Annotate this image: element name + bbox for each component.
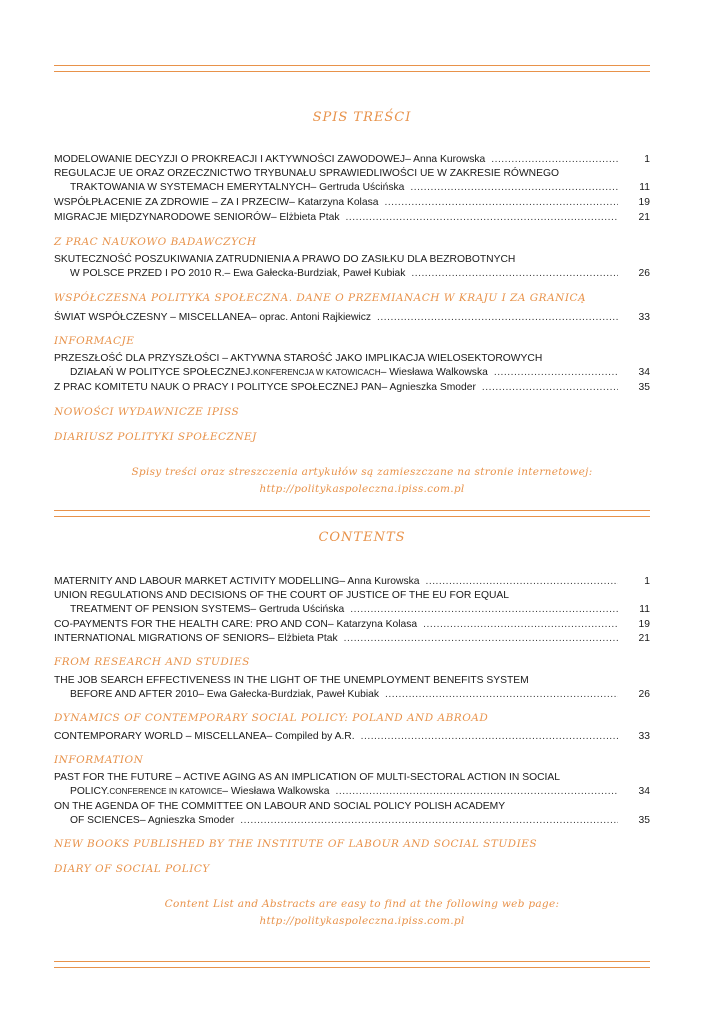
page-number: 33 bbox=[638, 731, 650, 742]
en-note-url: http://politykaspoleczna.ipiss.com.pl bbox=[259, 915, 465, 927]
entry-title: SKUTECZNOŚĆ POSZUKIWANIA ZATRUDNIENIA A PRAWO DO ZASIŁKU DLA BEZROBOTNYCH bbox=[54, 254, 516, 265]
en-note-text: Content List and Abstracts are easy to find at the following web page: bbox=[164, 898, 560, 910]
entry-title: MODELOWANIE DECYZJI O PROKREACJI I AKTYWNOŚCI ZAWODOWEJ bbox=[54, 154, 406, 165]
pl-note-text: Spisy treści oraz streszczenia artykułów są zamieszczane na stronie internetowej: bbox=[131, 466, 593, 478]
entry-author: – Katarzyna Kolasa bbox=[289, 197, 379, 208]
page-number: 34 bbox=[638, 786, 650, 797]
entry-author: – oprac. Antoni Rajkiewicz bbox=[250, 312, 372, 323]
entry-author: – Ewa Gałecka-Burdziak, Paweł Kubiak bbox=[198, 689, 380, 700]
entry-author: – Agnieszka Smoder bbox=[139, 815, 235, 826]
en-web-note bbox=[0, 896, 724, 930]
pl-research-heading: Z PRAC NAUKOWO BADAWCZYCH bbox=[54, 236, 257, 248]
entry-title: CO-PAYMENTS FOR THE HEALTH CARE: PRO AND CON bbox=[54, 619, 328, 630]
page-number: 19 bbox=[638, 619, 650, 630]
page-number: 11 bbox=[639, 604, 650, 615]
entry-title: PAST FOR THE FUTURE – ACTIVE AGING AS AN IMPLICATION OF MULTI-SECTORAL ACTION IN SOCIAL bbox=[54, 772, 560, 783]
pl-note-url: http://politykaspoleczna.ipiss.com.pl bbox=[259, 483, 465, 495]
leader-dots bbox=[410, 181, 618, 195]
entry-author: – Katarzyna Kolasa bbox=[327, 619, 418, 630]
en-research-entry bbox=[54, 674, 650, 702]
en-info-entry bbox=[54, 771, 650, 799]
entry-title: INTERNATIONAL MIGRATIONS OF SENIORS bbox=[54, 633, 269, 644]
entry-author: – Anna Kurowska bbox=[405, 154, 486, 165]
pl-policy-heading: WSPÓŁCZESNA POLITYKA SPOŁECZNA. DANE O PRZEMIANACH W KRAJU I ZA GRANICĄ bbox=[54, 292, 587, 304]
bottom-divider bbox=[54, 961, 650, 968]
leader-dots bbox=[494, 366, 618, 380]
en-toc-entry bbox=[54, 618, 650, 632]
leader-dots bbox=[344, 632, 618, 646]
page-number: 11 bbox=[639, 182, 650, 193]
entry-title: CONTEMPORARY WORLD – MISCELLANEA bbox=[54, 731, 267, 742]
entry-title: ŚWIAT WSPÓŁCZESNY – MISCELLANEA bbox=[54, 312, 251, 323]
leader-dots bbox=[411, 267, 618, 281]
entry-title: BEFORE AND AFTER 2010 bbox=[70, 689, 199, 700]
entry-author: – Elżbieta Ptak bbox=[270, 212, 340, 223]
leader-dots bbox=[346, 211, 618, 225]
entry-subtitle: KONFERENCJA W KATOWICACH bbox=[253, 368, 381, 377]
en-policy-heading: DYNAMICS OF CONTEMPORARY SOCIAL POLICY: POLAND AND ABROAD bbox=[54, 712, 489, 724]
entry-title: UNION REGULATIONS AND DECISIONS OF THE COURT OF JUSTICE OF THE EU FOR EQUAL bbox=[54, 590, 510, 601]
entry-author: – Wiesława Walkowska bbox=[380, 367, 488, 378]
leader-dots bbox=[240, 814, 618, 828]
entry-author: – Compiled by A.R. bbox=[266, 731, 355, 742]
en-toc-entry bbox=[54, 632, 650, 646]
entry-author: – Gertruda Uścińska bbox=[250, 604, 345, 615]
page-number: 26 bbox=[638, 689, 650, 700]
leader-dots bbox=[491, 153, 618, 167]
pl-news-heading: NOWOŚCI WYDAWNICZE IPISS bbox=[54, 406, 240, 418]
pl-research-entry bbox=[54, 253, 650, 281]
pl-diary-heading: DIARIUSZ POLITYKI SPOŁECZNEJ bbox=[54, 431, 257, 443]
page-number: 34 bbox=[638, 367, 650, 378]
leader-dots bbox=[335, 785, 618, 799]
leader-dots bbox=[384, 196, 618, 210]
en-info-entry bbox=[54, 800, 650, 828]
en-info-heading: INFORMATION bbox=[54, 754, 144, 766]
leader-dots bbox=[425, 575, 618, 589]
en-research-heading: FROM RESEARCH AND STUDIES bbox=[54, 656, 250, 668]
entry-title: W POLSCE PRZED I PO 2010 R. bbox=[70, 268, 225, 279]
entry-title: OF SCIENCES bbox=[70, 815, 140, 826]
page-number: 1 bbox=[644, 576, 650, 587]
en-section-title: CONTENTS bbox=[318, 530, 406, 545]
entry-title: PRZESZŁOŚĆ DLA PRZYSZŁOŚCI – AKTYWNA STAROŚĆ JAKO IMPLIKACJA WIELOSEKTOROWYCH bbox=[54, 353, 543, 364]
entry-author: – Wiesława Walkowska bbox=[222, 786, 330, 797]
pl-toc-entry bbox=[54, 167, 650, 195]
pl-info-entry bbox=[54, 352, 650, 380]
entry-author: – Anna Kurowska bbox=[339, 576, 420, 587]
entry-title: MIGRACJE MIĘDZYNARODOWE SENIORÓW bbox=[54, 212, 271, 223]
leader-dots bbox=[423, 618, 618, 632]
leader-dots bbox=[350, 603, 618, 617]
en-diary-heading: DIARY OF SOCIAL POLICY bbox=[54, 863, 210, 875]
page-number: 21 bbox=[638, 633, 650, 644]
pl-toc-entry bbox=[54, 153, 650, 167]
entry-title: WSPÓŁPŁACENIE ZA ZDROWIE – ZA I PRZECIW bbox=[54, 197, 290, 208]
en-news-heading: NEW BOOKS PUBLISHED BY THE INSTITUTE OF LABOUR AND SOCIAL STUDIES bbox=[54, 838, 538, 850]
entry-author: – Ewa Gałecka-Burdziak, Paweł Kubiak bbox=[224, 268, 406, 279]
page-number: 1 bbox=[644, 154, 650, 165]
page-number: 19 bbox=[638, 197, 650, 208]
leader-dots bbox=[482, 381, 618, 395]
en-toc-entry bbox=[54, 589, 650, 617]
page-number: 33 bbox=[638, 312, 650, 323]
en-policy-entry bbox=[54, 730, 650, 744]
leader-dots bbox=[377, 311, 618, 325]
entry-author: – Gertruda Uścińska bbox=[310, 182, 405, 193]
entry-title: MATERNITY AND LABOUR MARKET ACTIVITY MODELLING bbox=[54, 576, 340, 587]
pl-toc-entry bbox=[54, 211, 650, 225]
entry-title: REGULACJE UE ORAZ ORZECZNICTWO TRYBUNAŁU SPRAWIEDLIWOŚCI UE W ZAKRESIE RÓWNEGO bbox=[54, 168, 559, 179]
leader-dots bbox=[361, 730, 618, 744]
entry-author: – Agnieszka Smoder bbox=[381, 382, 476, 393]
entry-title: Z PRAC KOMITETU NAUK O PRACY I POLITYCE SPOŁECZNEJ PAN bbox=[54, 382, 382, 393]
pl-toc-entry bbox=[54, 196, 650, 210]
entry-title: ON THE AGENDA OF THE COMMITTEE ON LABOUR AND SOCIAL POLICY POLISH ACADEMY bbox=[54, 801, 506, 812]
entry-title: TRAKTOWANIA W SYSTEMACH EMERYTALNYCH bbox=[70, 182, 311, 193]
top-divider bbox=[54, 65, 650, 72]
entry-title: THE JOB SEARCH EFFECTIVENESS IN THE LIGHT OF THE UNEMPLOYMENT BENEFITS SYSTEM bbox=[54, 675, 529, 686]
page-number: 21 bbox=[638, 212, 650, 223]
pl-info-entry bbox=[54, 381, 650, 395]
pl-policy-entry bbox=[54, 311, 650, 325]
pl-section-title: SPIS TREŚCI bbox=[312, 110, 412, 125]
entry-title: POLICY. bbox=[70, 786, 110, 797]
page-number: 35 bbox=[638, 382, 650, 393]
entry-author: – Elżbieta Ptak bbox=[268, 633, 338, 644]
entry-title: DZIAŁAŃ W POLITYCE SPOŁECZNEJ. bbox=[70, 367, 254, 378]
page-number: 26 bbox=[638, 268, 650, 279]
entry-subtitle: CONFERENCE IN KATOWICE bbox=[109, 787, 223, 796]
pl-web-note bbox=[0, 464, 724, 498]
pl-info-heading: INFORMACJE bbox=[54, 335, 135, 347]
en-toc-entry bbox=[54, 575, 650, 589]
entry-title: TREATMENT OF PENSION SYSTEMS bbox=[70, 604, 251, 615]
middle-divider bbox=[54, 510, 650, 517]
leader-dots bbox=[385, 688, 618, 702]
page-number: 35 bbox=[638, 815, 650, 826]
